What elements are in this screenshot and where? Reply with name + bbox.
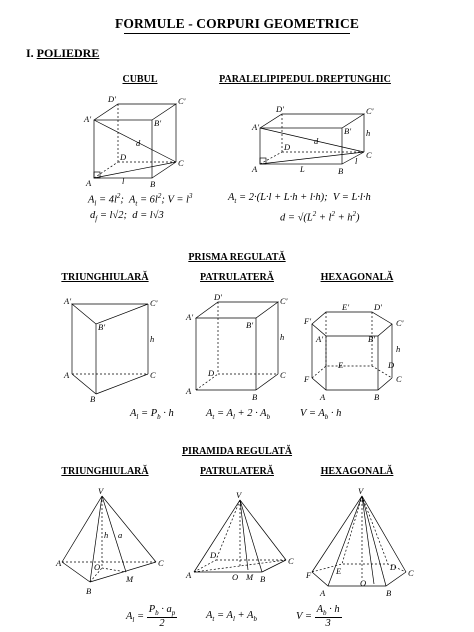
svg-text:M: M: [246, 572, 254, 582]
svg-text:d: d: [314, 136, 319, 146]
svg-text:L: L: [300, 164, 305, 174]
svg-text:A': A': [84, 114, 92, 124]
pyramid-header: PIRAMIDA REGULATĂ: [181, 446, 293, 457]
svg-text:C: C: [158, 558, 164, 568]
svg-text:C': C': [178, 96, 186, 106]
svg-text:C: C: [408, 568, 414, 578]
svg-text:B': B': [154, 118, 162, 128]
svg-text:O: O: [94, 562, 101, 572]
svg-text:F': F': [304, 316, 312, 326]
svg-text:d: d: [136, 138, 141, 148]
section-number: I.: [26, 46, 34, 60]
pyramid-formula-volume: V = $\frac{A_b \cdot h}{3}$: [296, 604, 340, 630]
cube-formula-diagonals: $d_f = l√2$; d = l√3: [90, 210, 164, 224]
cube-figure: [80, 92, 190, 192]
pyramid-quad-header: PATRULATERĂ: [200, 466, 274, 477]
svg-text:h: h: [150, 334, 155, 344]
svg-text:D': D': [108, 94, 116, 104]
svg-text:C': C': [396, 318, 404, 328]
cuboid-formula-diagonal: $d = √(L^2 + l^2 + h^2)$: [280, 210, 360, 224]
svg-text:A: A: [252, 164, 258, 174]
pyramid-quadrilateral-figure: [186, 490, 296, 590]
cuboid-figure: [252, 106, 382, 192]
svg-text:B': B': [344, 126, 352, 136]
svg-text:A: A: [320, 588, 326, 598]
svg-text:O: O: [360, 578, 367, 588]
svg-text:A: A: [86, 178, 92, 188]
svg-text:D: D: [390, 562, 397, 572]
svg-text:C': C': [150, 298, 158, 308]
svg-text:A: A: [56, 558, 62, 568]
svg-text:D: D: [120, 152, 127, 162]
prism-hexagonal-figure: [304, 302, 414, 402]
svg-text:B: B: [252, 392, 258, 402]
svg-text:A: A: [186, 570, 192, 580]
pyramid-formula-total-area: $A_t = A_l + A_b$: [206, 610, 257, 624]
pyramid-hex-header: HEXAGONALĂ: [320, 466, 394, 477]
svg-text:D: D: [208, 368, 215, 378]
svg-text:B: B: [374, 392, 380, 402]
svg-text:l: l: [355, 156, 358, 166]
svg-text:C: C: [150, 370, 156, 380]
svg-text:F: F: [304, 374, 310, 384]
prism-header: PRISMA REGULATĂ: [188, 252, 286, 263]
pyramid-triangular-figure: [56, 486, 166, 598]
svg-text:B': B': [246, 320, 254, 330]
svg-text:C': C': [280, 296, 288, 306]
prism-triangular-figure: [62, 294, 162, 404]
svg-text:F: F: [306, 570, 312, 580]
prism-hex-header: HEXAGONALĂ: [320, 272, 394, 283]
svg-text:C: C: [288, 556, 294, 566]
svg-text:B: B: [260, 574, 266, 584]
svg-text:E: E: [338, 360, 344, 370]
svg-text:C: C: [178, 158, 184, 168]
prism-tri-header: TRIUNGHIULARĂ: [61, 272, 149, 283]
svg-text:l: l: [122, 176, 125, 186]
prism-quad-header: PATRULATERĂ: [200, 272, 274, 283]
svg-text:E': E': [342, 302, 350, 312]
cuboid-header: PARALELIPIPEDUL DREPTUNGHIC: [219, 74, 391, 85]
svg-text:M: M: [126, 574, 134, 584]
svg-text:V: V: [236, 490, 242, 500]
svg-text:A': A': [186, 312, 194, 322]
svg-text:C: C: [366, 150, 372, 160]
section-label: POLIEDRE: [36, 46, 100, 60]
svg-text:O: O: [232, 572, 239, 582]
svg-text:V: V: [98, 486, 104, 496]
svg-text:B: B: [386, 588, 392, 598]
page-title: FORMULE - CORPURI GEOMETRICE: [115, 16, 359, 31]
cuboid-formula-area-volume: $A_t = 2\cdot(L\cdot l + L\cdot h + l\cdot h)$; V = L·l·h: [228, 192, 371, 206]
svg-text:E: E: [336, 566, 342, 576]
svg-text:D': D': [276, 104, 284, 114]
svg-text:D: D: [210, 550, 217, 560]
svg-text:V: V: [358, 486, 364, 496]
title-underline: [124, 33, 350, 34]
svg-text:A': A': [316, 334, 324, 344]
svg-text:B: B: [150, 179, 156, 189]
svg-text:D': D': [374, 302, 382, 312]
svg-text:A: A: [186, 386, 192, 396]
svg-text:A': A': [64, 296, 72, 306]
svg-text:h: h: [396, 344, 401, 354]
svg-text:A: A: [320, 392, 326, 402]
svg-text:a: a: [118, 530, 123, 540]
svg-text:A': A': [252, 122, 260, 132]
prism-quadrilateral-figure: [186, 294, 296, 404]
cube-header: CUBUL: [122, 74, 158, 85]
svg-text:B': B': [98, 322, 106, 332]
svg-text:B: B: [90, 394, 96, 404]
svg-text:B: B: [338, 166, 344, 176]
svg-text:h: h: [280, 332, 285, 342]
svg-text:C: C: [396, 374, 402, 384]
section-heading: [26, 46, 99, 61]
svg-text:D: D: [388, 360, 395, 370]
svg-text:h: h: [366, 128, 371, 138]
svg-text:D': D': [214, 292, 222, 302]
cube-formula-areas-volume: $A_l = 4l^2$; $A_t = 6l^2$; $V = l^3$: [88, 192, 193, 208]
pyramid-tri-header: TRIUNGHIULARĂ: [61, 466, 149, 477]
svg-text:A: A: [64, 370, 70, 380]
prism-formula-total-area: $A_t = A_l + 2 \cdot A_b$: [206, 408, 271, 422]
svg-text:D: D: [284, 142, 291, 152]
svg-text:h: h: [104, 530, 109, 540]
svg-text:B': B': [368, 334, 376, 344]
svg-text:C': C': [366, 106, 374, 116]
prism-formula-volume: $V = A_b \cdot h$: [300, 408, 342, 422]
pyramid-hexagonal-figure: [306, 486, 416, 598]
pyramid-formula-lateral-area: $A_l$ = $\frac{P_b \cdot a_p}{2}$: [126, 604, 176, 630]
prism-formula-lateral-area: $A_l = P_b \cdot h$: [130, 408, 174, 422]
svg-text:B: B: [86, 586, 92, 596]
svg-text:C: C: [280, 370, 286, 380]
